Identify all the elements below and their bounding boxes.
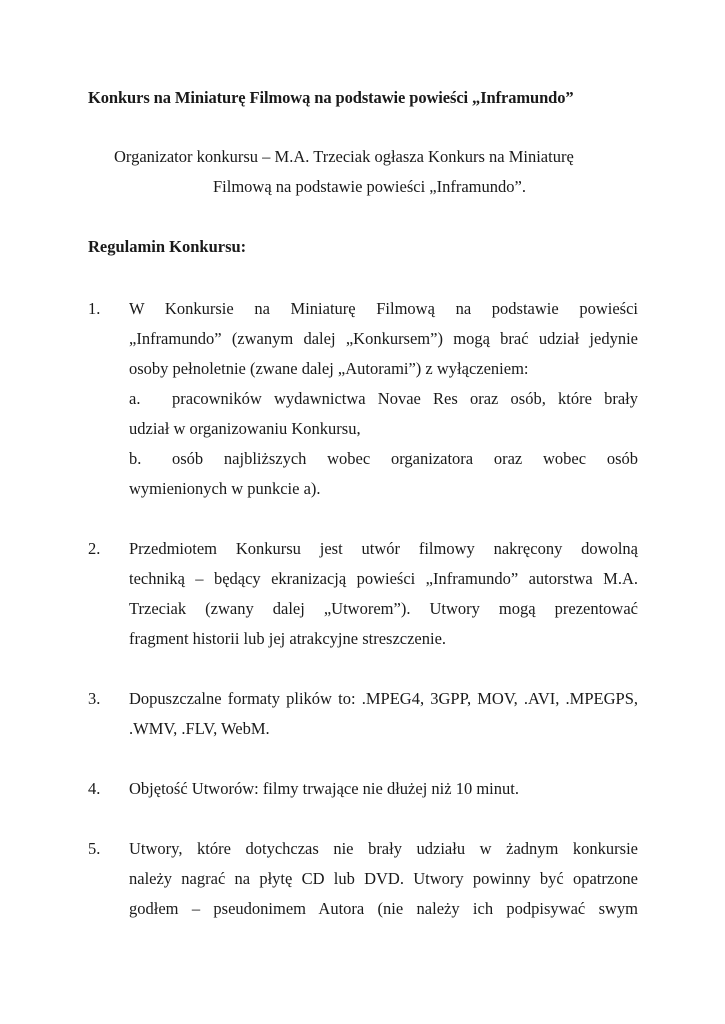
document-title: Konkurs na Miniaturę Filmową na podstawie powieści „Inframundo”	[88, 88, 574, 107]
item-body	[129, 534, 638, 654]
subitem-continuation: wymienionych w punkcie a).	[129, 479, 321, 498]
item-body	[129, 294, 638, 504]
subitem-b	[129, 444, 638, 474]
subitem-text: pracowników wydawnictwa Novae Res oraz osób, które brały	[172, 389, 638, 408]
regulation-item-5	[88, 834, 638, 924]
item-line: Dopuszczalne formaty plików to: .MPEG4, 3GPP, MOV, .AVI, .MPEGPS,	[129, 689, 638, 708]
subitem-label: b.	[129, 449, 142, 468]
item-line: .WMV, .FLV, WebM.	[129, 719, 270, 738]
item-line: Przedmiotem Konkursu jest utwór filmowy nakręcony dowolną	[129, 539, 638, 558]
regulation-item-4	[88, 774, 638, 804]
item-number: 2.	[88, 539, 101, 558]
item-line: należy nagrać na płytę CD lub DVD. Utwory powinny być opatrzone	[129, 869, 638, 888]
item-body	[129, 684, 638, 744]
subitem-a	[129, 384, 638, 414]
item-number: 4.	[88, 779, 101, 798]
item-line: techniką – będący ekranizacją powieści „Inframundo” autorstwa M.A.	[129, 569, 638, 588]
item-line: Trzeciak (zwany dalej „Utworem”). Utwory mogą prezentować	[129, 599, 638, 618]
regulation-item-1	[88, 294, 638, 504]
item-line: fragment historii lub jej atrakcyjne streszczenie.	[129, 629, 447, 648]
regulation-item-2	[88, 534, 638, 654]
item-line: osoby pełnoletnie (zwane dalej „Autorami”) z wyłączeniem:	[129, 359, 529, 378]
item-line: Utwory, które dotychczas nie brały udziału w żadnym konkursie	[129, 839, 638, 858]
item-number: 3.	[88, 689, 101, 708]
subitem-label: a.	[129, 389, 141, 408]
item-line: W Konkursie na Miniaturę Filmową na podstawie powieści	[129, 299, 638, 318]
item-line: godłem – pseudonimem Autora (nie należy ich podpisywać swym	[129, 899, 638, 918]
intro-line-1: Organizator konkursu – M.A. Trzeciak ogłasza Konkurs na Miniaturę	[114, 147, 574, 166]
item-number: 1.	[88, 299, 101, 318]
subitem-text: osób najbliższych wobec organizatora oraz wobec osób	[172, 449, 638, 468]
item-body	[129, 834, 638, 924]
item-number: 5.	[88, 839, 101, 858]
intro-line-2: Filmową na podstawie powieści „Inframundo”.	[213, 177, 526, 196]
item-line: „Inframundo” (zwanym dalej „Konkursem”) mogą brać udział jedynie	[129, 329, 638, 348]
subitem-continuation: udział w organizowaniu Konkursu,	[129, 419, 361, 438]
item-body	[129, 774, 638, 804]
regulations-heading: Regulamin Konkursu:	[88, 237, 247, 256]
regulation-item-3	[88, 684, 638, 744]
item-line: Objętość Utworów: filmy trwające nie dłużej niż 10 minut.	[129, 779, 519, 798]
